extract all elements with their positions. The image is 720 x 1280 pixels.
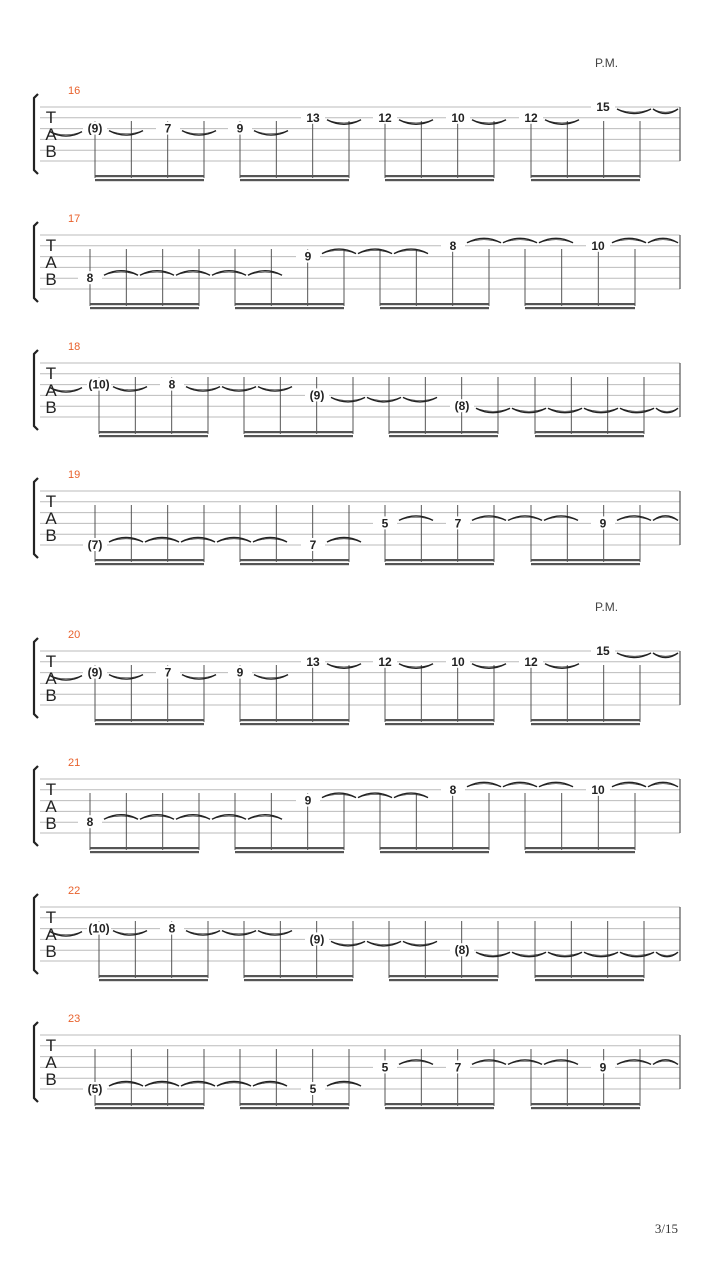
tie-arc: [182, 131, 216, 136]
fret-number: 5: [381, 516, 389, 531]
tie-arc: [548, 952, 582, 957]
tie-arc: [104, 815, 138, 820]
system-bracket: [34, 1022, 38, 1102]
beam-primary: [531, 1103, 640, 1105]
tie-arc: [367, 397, 401, 402]
fret-number: 7: [454, 1060, 462, 1075]
tie-arc: [327, 1082, 361, 1087]
tie-arc: [539, 238, 573, 243]
tie-arc: [399, 664, 433, 669]
measure-number: 16: [68, 85, 81, 97]
beam-primary: [531, 559, 640, 561]
fret-number: 7: [309, 538, 317, 552]
tie-arc: [612, 238, 646, 243]
tab-clef-a: A: [45, 925, 57, 944]
fret-number: (9): [87, 121, 103, 136]
tie-arc: [403, 397, 437, 402]
tie-arc: [612, 782, 646, 787]
beam-primary: [90, 303, 199, 305]
tie-arc: [472, 120, 506, 125]
beam-secondary: [380, 307, 489, 309]
tie-arc: [327, 120, 361, 125]
tie-arc: [186, 931, 220, 936]
fret-number: 10: [451, 110, 465, 125]
tie-arc: [258, 387, 292, 392]
beam-primary: [389, 975, 498, 977]
beam-secondary: [525, 307, 635, 309]
tie-arc: [109, 1082, 143, 1087]
tab-system-23: [34, 1013, 680, 1109]
beam-primary: [99, 975, 208, 977]
tie-arc: [545, 120, 579, 125]
fret-number: (9): [87, 665, 103, 680]
system-bracket: [34, 894, 38, 974]
tie-arc: [212, 271, 246, 276]
beam-secondary: [95, 179, 204, 181]
beam-secondary: [531, 1107, 640, 1109]
measure-number: 21: [68, 757, 81, 769]
system-bracket: [34, 766, 38, 846]
tie-arc: [512, 408, 546, 413]
tab-system-19: [34, 469, 680, 565]
tab-clef-t: T: [45, 1036, 57, 1055]
beam-secondary: [389, 435, 498, 437]
tie-arc: [648, 238, 678, 243]
tie-arc: [248, 815, 282, 820]
fret-number: (9): [309, 932, 325, 947]
palm-mute-marking: P.M.: [595, 56, 619, 70]
beam-secondary: [535, 979, 644, 981]
tie-arc: [186, 387, 220, 392]
tab-system-16: [34, 56, 680, 181]
tie-arc: [212, 815, 246, 820]
tie-arc: [222, 931, 256, 936]
beam-secondary: [380, 851, 489, 853]
tie-arc: [620, 408, 654, 413]
measure-number: 19: [68, 469, 81, 481]
fret-number: 12: [524, 110, 538, 125]
tab-clef-a: A: [45, 669, 57, 688]
tie-arc: [539, 782, 573, 787]
fret-number: 13: [306, 654, 320, 669]
beam-secondary: [240, 723, 349, 725]
beam-primary: [244, 431, 353, 433]
tie-arc: [181, 538, 215, 543]
systems-layer: [34, 56, 680, 1109]
tab-system-20: [34, 600, 680, 725]
beam-secondary: [95, 723, 204, 725]
beam-primary: [385, 1103, 494, 1105]
beam-primary: [385, 175, 494, 177]
fret-number: (9): [309, 388, 325, 403]
fret-number: 8: [168, 921, 176, 936]
tie-arc: [367, 941, 401, 946]
beam-primary: [240, 559, 349, 561]
beam-secondary: [385, 1107, 494, 1109]
tab-system-18: [34, 341, 680, 437]
fret-number: 9: [236, 121, 244, 136]
fret-number: (8): [454, 943, 470, 958]
tie-arc: [217, 538, 251, 543]
tie-arc: [109, 675, 143, 680]
tie-arc: [617, 109, 651, 114]
tie-arc: [104, 271, 138, 276]
beam-secondary: [99, 435, 208, 437]
beam-secondary: [90, 307, 199, 309]
beam-primary: [95, 719, 204, 721]
system-bracket: [34, 478, 38, 558]
fret-number: 12: [378, 654, 392, 669]
tab-clef-a: A: [45, 253, 57, 272]
fret-number: 8: [86, 271, 94, 286]
tie-arc: [467, 782, 501, 787]
tie-arc: [503, 238, 537, 243]
tie-arc: [653, 653, 678, 658]
tab-clef-b: B: [45, 1070, 57, 1089]
fret-number: 7: [454, 516, 462, 531]
tie-arc: [109, 131, 143, 136]
fret-number: (7): [87, 538, 103, 552]
fret-number: 9: [599, 1060, 607, 1075]
system-bracket: [34, 638, 38, 718]
beam-primary: [240, 175, 349, 177]
beam-primary: [535, 431, 644, 433]
beam-secondary: [240, 179, 349, 181]
beam-secondary: [240, 563, 349, 565]
system-bracket: [34, 350, 38, 430]
tie-arc: [394, 249, 428, 254]
beam-primary: [235, 303, 344, 305]
measure-number: 17: [68, 213, 81, 225]
tie-arc: [222, 387, 256, 392]
fret-number: 8: [449, 782, 457, 797]
tab-clef-b: B: [45, 142, 57, 161]
tab-clef-t: T: [45, 780, 57, 799]
tie-arc: [476, 408, 510, 413]
tie-arc: [467, 238, 501, 243]
tie-arc: [617, 516, 651, 521]
beam-primary: [244, 975, 353, 977]
tab-clef-b: B: [45, 814, 57, 833]
tie-arc: [656, 952, 678, 957]
tie-arc: [327, 664, 361, 669]
fret-number: 9: [236, 665, 244, 680]
tie-arc: [584, 408, 618, 413]
tab-clef-t: T: [45, 364, 57, 383]
beam-primary: [525, 303, 635, 305]
measure-number: 22: [68, 885, 81, 897]
tab-clef-t: T: [45, 236, 57, 255]
tie-arc: [394, 793, 428, 798]
fret-number: 7: [164, 665, 172, 680]
page-number: 3/15: [654, 1221, 678, 1236]
tab-clef-a: A: [45, 509, 57, 528]
fret-number: 8: [86, 815, 94, 830]
beam-primary: [385, 559, 494, 561]
tie-arc: [254, 675, 288, 680]
fret-number: 5: [381, 1060, 389, 1075]
fret-number: 10: [591, 782, 605, 797]
fret-number: 10: [451, 654, 465, 669]
tie-arc: [182, 675, 216, 680]
beam-secondary: [385, 723, 494, 725]
tie-arc: [512, 952, 546, 957]
beam-secondary: [535, 435, 644, 437]
tie-arc: [140, 271, 174, 276]
tie-arc: [648, 782, 678, 787]
beam-primary: [380, 847, 489, 849]
tab-system-21: [34, 757, 680, 853]
tab-clef-t: T: [45, 108, 57, 127]
beam-secondary: [99, 979, 208, 981]
fret-number: 5: [309, 1082, 317, 1096]
tie-arc: [248, 271, 282, 276]
tie-arc: [545, 664, 579, 669]
beam-secondary: [90, 851, 199, 853]
tie-arc: [253, 1082, 287, 1087]
tie-arc: [544, 1060, 578, 1065]
tie-arc: [145, 1082, 179, 1087]
tab-clef-b: B: [45, 398, 57, 417]
system-bracket: [34, 222, 38, 302]
beam-primary: [531, 175, 640, 177]
beam-primary: [95, 175, 204, 177]
tab-clef-a: A: [45, 1053, 57, 1072]
tie-arc: [656, 408, 678, 413]
tie-arc: [176, 815, 210, 820]
fret-number: 9: [304, 249, 312, 264]
tie-arc: [472, 516, 506, 521]
tie-arc: [472, 1060, 506, 1065]
tie-arc: [617, 1060, 651, 1065]
tie-arc: [176, 271, 210, 276]
fret-number: 12: [378, 110, 392, 125]
measure-number: 20: [68, 629, 81, 641]
fret-number: 15: [596, 100, 610, 114]
beam-secondary: [531, 179, 640, 181]
tie-arc: [653, 516, 678, 521]
tab-clef-t: T: [45, 908, 57, 927]
fret-number: (5): [87, 1082, 103, 1096]
tie-arc: [322, 793, 356, 798]
beam-secondary: [531, 563, 640, 565]
tie-arc: [113, 931, 147, 936]
beam-secondary: [240, 1107, 349, 1109]
tab-system-22: [34, 885, 680, 981]
beam-secondary: [95, 1107, 204, 1109]
fret-number: (10): [88, 377, 110, 392]
tie-arc: [145, 538, 179, 543]
beam-secondary: [235, 851, 344, 853]
tab-system-17: [34, 213, 680, 309]
beam-primary: [240, 719, 349, 721]
tie-arc: [503, 782, 537, 787]
tie-arc: [331, 941, 365, 946]
tab-clef-a: A: [45, 381, 57, 400]
fret-number: 9: [304, 793, 312, 808]
fret-number: (8): [454, 399, 470, 414]
system-bracket: [34, 94, 38, 174]
beam-primary: [95, 1103, 204, 1105]
beam-primary: [525, 847, 635, 849]
beam-primary: [90, 847, 199, 849]
tie-arc: [109, 538, 143, 543]
fret-number: 10: [591, 238, 605, 253]
palm-mute-marking: P.M.: [595, 600, 619, 614]
tie-arc: [217, 1082, 251, 1087]
tie-arc: [181, 1082, 215, 1087]
tab-clef-b: B: [45, 270, 57, 289]
tie-arc: [403, 941, 437, 946]
fret-number: 8: [449, 238, 457, 253]
beam-secondary: [385, 563, 494, 565]
beam-primary: [389, 431, 498, 433]
tie-arc: [331, 397, 365, 402]
tie-arc: [544, 516, 578, 521]
tie-arc: [358, 249, 392, 254]
tie-arc: [508, 1060, 542, 1065]
beam-primary: [99, 431, 208, 433]
fret-number: 13: [306, 110, 320, 125]
tie-arc: [472, 664, 506, 669]
tie-arc: [653, 109, 678, 114]
beam-secondary: [389, 979, 498, 981]
tie-arc: [399, 516, 433, 521]
tie-arc: [584, 952, 618, 957]
tie-arc: [322, 249, 356, 254]
tie-arc: [620, 952, 654, 957]
fret-number: 15: [596, 644, 610, 658]
tab-clef-b: B: [45, 686, 57, 705]
fret-number: 8: [168, 377, 176, 392]
tie-arc: [113, 387, 147, 392]
beam-secondary: [244, 435, 353, 437]
beam-secondary: [531, 723, 640, 725]
tab-clef-t: T: [45, 492, 57, 511]
beam-primary: [385, 719, 494, 721]
tie-arc: [140, 815, 174, 820]
beam-primary: [380, 303, 489, 305]
beam-primary: [531, 719, 640, 721]
tie-arc: [399, 1060, 433, 1065]
tab-clef-b: B: [45, 526, 57, 545]
beam-secondary: [385, 179, 494, 181]
fret-number: 12: [524, 654, 538, 669]
beam-primary: [240, 1103, 349, 1105]
fret-number: 9: [599, 516, 607, 531]
fret-number: 7: [164, 121, 172, 136]
tie-arc: [508, 516, 542, 521]
tab-clef-a: A: [45, 797, 57, 816]
tie-arc: [653, 1060, 678, 1065]
tab-clef-b: B: [45, 942, 57, 961]
tie-arc: [617, 653, 651, 658]
tie-arc: [254, 131, 288, 136]
beam-secondary: [525, 851, 635, 853]
beam-primary: [95, 559, 204, 561]
tie-arc: [548, 408, 582, 413]
tie-arc: [399, 120, 433, 125]
tie-arc: [476, 952, 510, 957]
fret-number: (10): [88, 921, 110, 936]
beam-primary: [535, 975, 644, 977]
beam-primary: [235, 847, 344, 849]
tie-arc: [253, 538, 287, 543]
beam-secondary: [235, 307, 344, 309]
beam-secondary: [95, 563, 204, 565]
measure-number: 18: [68, 341, 81, 353]
tab-clef-a: A: [45, 125, 57, 144]
tie-arc: [327, 538, 361, 543]
measure-number: 23: [68, 1013, 81, 1025]
tab-clef-t: T: [45, 652, 57, 671]
tie-arc: [358, 793, 392, 798]
beam-secondary: [244, 979, 353, 981]
tie-arc: [258, 931, 292, 936]
